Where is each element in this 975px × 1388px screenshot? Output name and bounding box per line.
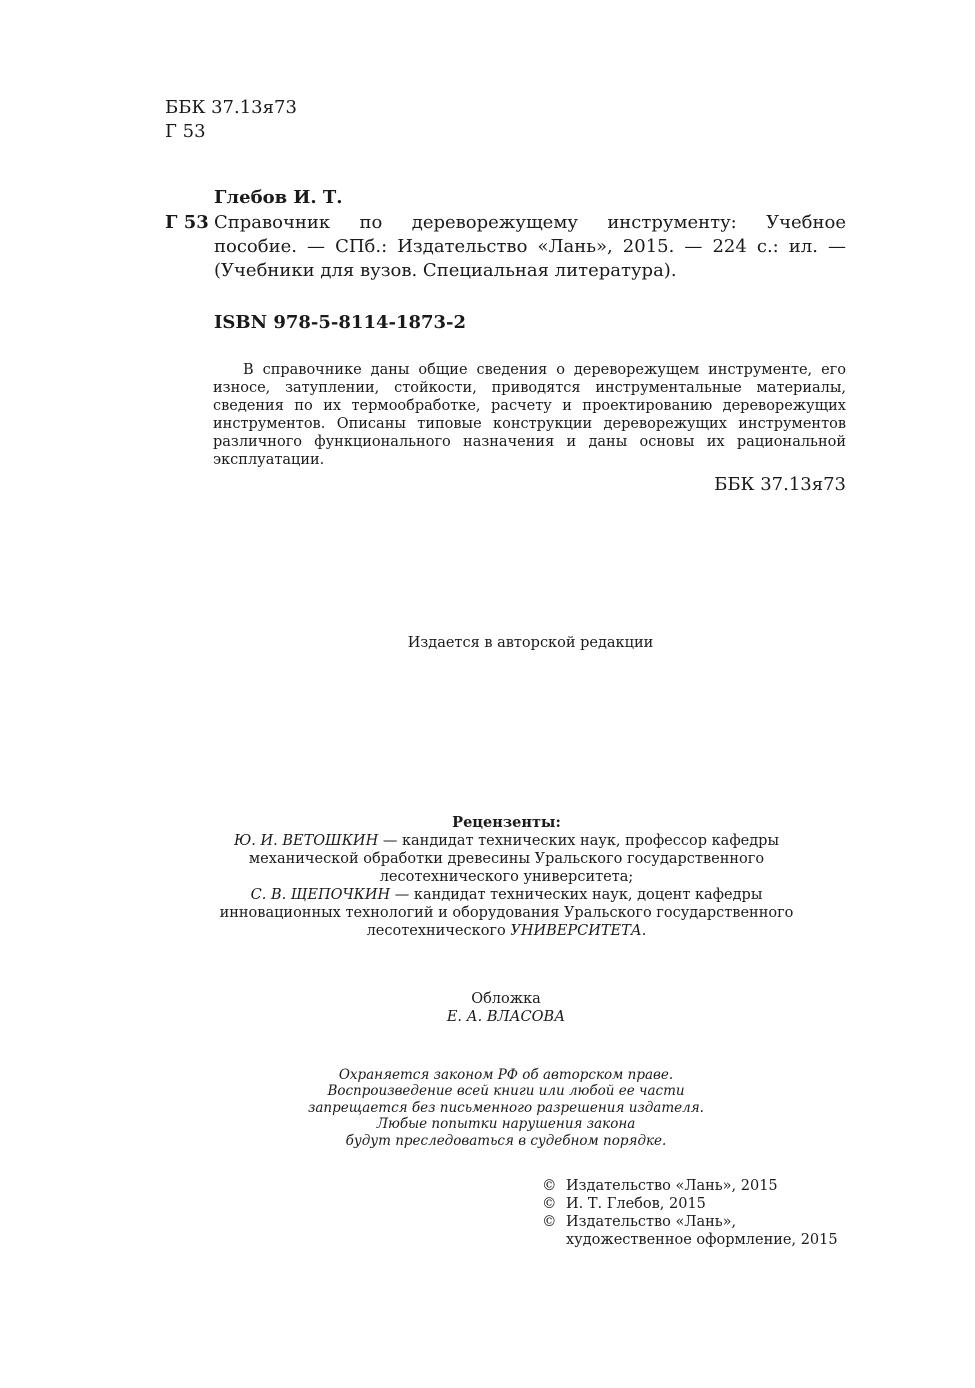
copyright-1-text: Издательство «Лань», 2015 (566, 1178, 778, 1194)
bbk-index-top: ББК 37.13я73 (165, 97, 297, 118)
reviewer-1-line-1 (160, 832, 853, 850)
copyright-notice-line-3: запрещается без письменного разрешения издателя. (308, 1099, 704, 1116)
copyright-notice-line-1: Охраняется законом РФ об авторском праве. (338, 1067, 674, 1083)
bbk-index-bottom: ББК 37.13я73 (714, 474, 846, 495)
abstract-line-5: различного функционального назначения и даны основы их рациональной (213, 434, 846, 450)
reviewers-heading: Рецензенты: (452, 814, 561, 831)
reviewer-2-line-3-italic: УНИВЕРСИТЕТА. (510, 923, 647, 939)
copyright-notice-line-4: Любые попытки нарушения закона (376, 1116, 636, 1133)
copyright-notice-line-5: будут преследоваться в судебном порядке. (345, 1132, 667, 1149)
reviewer-1-name: Ю. И. ВЕТОШКИН (233, 833, 379, 849)
abstract-line-4: инструментов. Описаны типовые конструкции дереворежущих инструментов (213, 416, 846, 432)
author-mark-entry: Г 53 (165, 212, 209, 233)
copyright-symbol-1: © (542, 1178, 557, 1194)
copyright-3-line-2: художественное оформление, 2015 (566, 1232, 838, 1248)
copyrights-block (542, 1177, 852, 1249)
abstract (213, 361, 846, 469)
author-name: Глебов И. Т. (214, 187, 343, 208)
cover-credit (306, 990, 706, 1026)
copyright-3 (542, 1213, 852, 1231)
reviewer-1-title: — кандидат технических наук, профессор кафедры (378, 833, 780, 849)
reviewer-2-line-1 (160, 886, 853, 904)
author-mark-top: Г 53 (165, 121, 206, 142)
copyright-1 (542, 1177, 852, 1195)
reviewers-block (160, 814, 853, 940)
title-line-1: Справочник по дереворежущему инструменту: Учебное (214, 212, 846, 233)
copyright-notice-line-2: Воспроизведение всей книги или любой ее части (327, 1083, 685, 1100)
reviewer-2-line-2: инновационных технологий и оборудования Уральского государственного (219, 905, 794, 921)
classification-block (165, 96, 297, 144)
reviewer-1-line-3: лесотехнического университета; (379, 869, 634, 885)
copyright-symbol-3: © (542, 1214, 557, 1230)
abstract-line-1: В справочнике даны общие сведения о дереворежущем инструменте, его (243, 362, 846, 378)
abstract-line-3: сведения по их термообработке, расчету и проектированию дереворежущих (213, 398, 846, 414)
isbn: ISBN 978-5-8114-1873-2 (214, 312, 467, 333)
cover-designer: Е. А. ВЛАСОВА (446, 1009, 566, 1025)
copyright-3-text: Издательство «Лань», (566, 1214, 737, 1230)
edition-note: Издается в авторской редакции (407, 635, 654, 651)
copyright-2-text: И. Т. Глебов, 2015 (566, 1196, 706, 1212)
reviewer-2-line-3-start: лесотехнического (366, 923, 511, 939)
abstract-line-2: износе, затуплении, стойкости, приводятся инструментальные материалы, (213, 380, 846, 396)
title-line-2: пособие. — СПб.: Издательство «Лань», 2015. — 224 с.: ил. — (214, 236, 846, 257)
bibliographic-description (214, 211, 846, 283)
copyright-2 (542, 1195, 852, 1213)
reviewer-1-line-2: механической обработки древесины Уральского государственного (248, 851, 765, 867)
reviewer-2-name: С. В. ЩЕПОЧКИН (250, 887, 391, 903)
reviewer-2-title: — кандидат технических наук, доцент кафедры (390, 887, 763, 903)
copyright-notice (261, 1067, 751, 1149)
reviewer-2-line-3 (160, 922, 853, 940)
copyright-symbol-2: © (542, 1196, 557, 1212)
abstract-line-6: эксплуатации. (213, 452, 325, 468)
cover-label: Обложка (471, 991, 541, 1007)
title-line-3: (Учебники для вузов. Специальная литература). (214, 260, 677, 281)
